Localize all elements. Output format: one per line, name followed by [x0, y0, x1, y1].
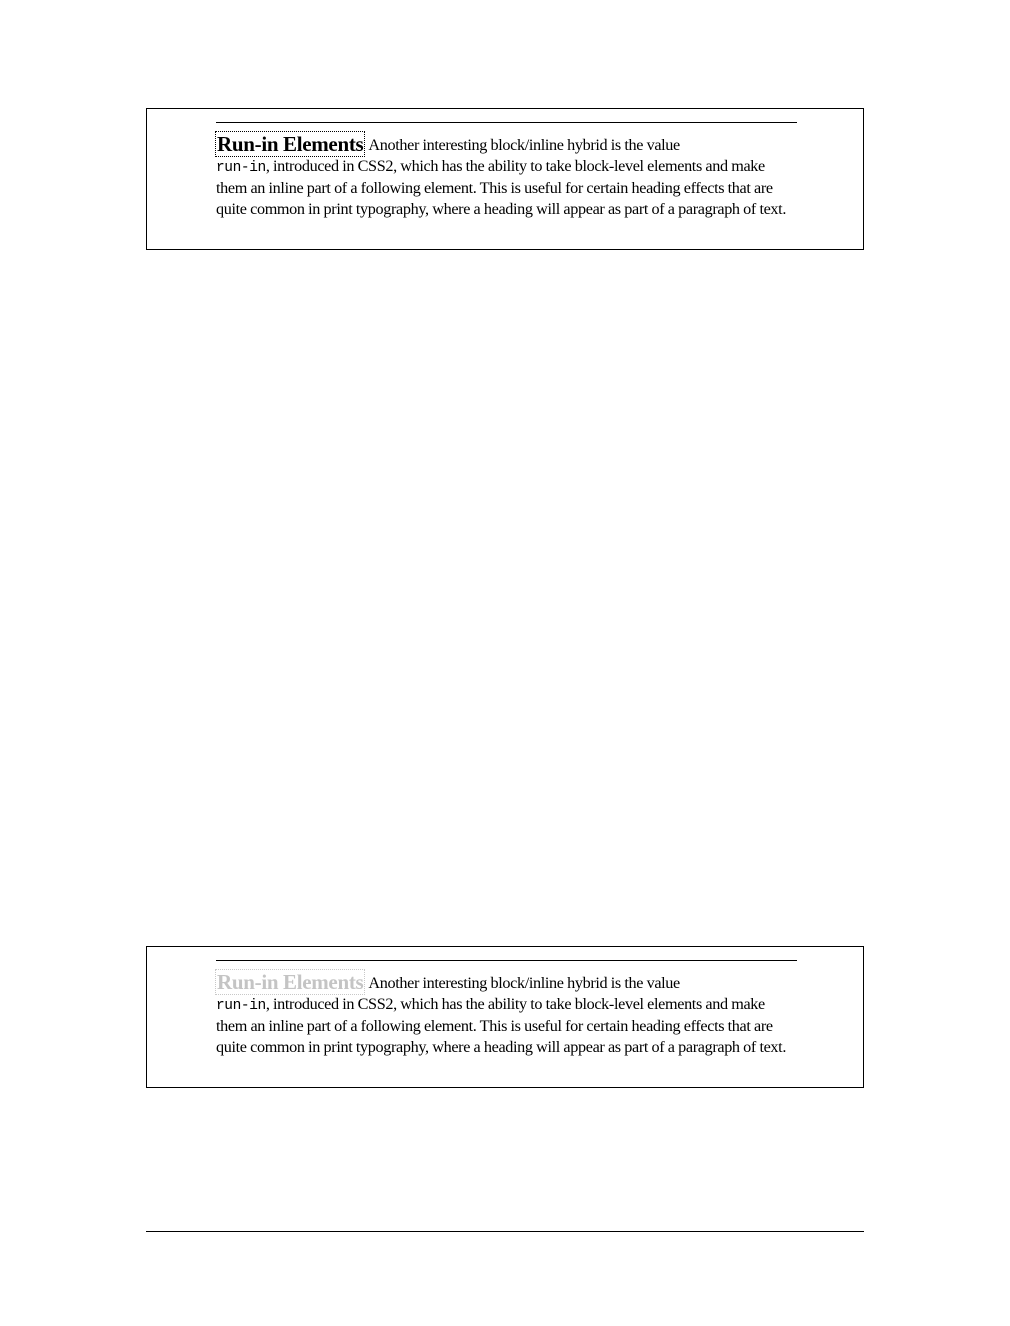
- figure-top-rule: [216, 960, 797, 961]
- run-in-heading[interactable]: Run-in Elements: [217, 970, 364, 994]
- paragraph-text-after-code: , introduced in CSS2, which has the ability to take block-level elements and make them an inline part of a following element. This is useful for certain heading effects that are quite common in print typography, where a heading will appear as part of a paragraph of text.: [216, 156, 787, 218]
- figure-top-rule: [216, 122, 797, 123]
- inline-code-run-in: run-in: [216, 997, 266, 1014]
- paragraph-text-before-code: Another interesting block/inline hybrid is the value: [368, 974, 680, 992]
- figure-run-in-faded: [146, 946, 864, 1088]
- figure-paragraph: [216, 134, 791, 219]
- run-in-heading[interactable]: Run-in Elements: [217, 132, 364, 156]
- page-footer-rule: [146, 1231, 864, 1232]
- figure-paragraph: [216, 972, 791, 1057]
- inline-code-run-in: run-in: [216, 159, 266, 176]
- figure-run-in-focused: [146, 108, 864, 250]
- paragraph-text-after-code: , introduced in CSS2, which has the ability to take block-level elements and make them an inline part of a following element. This is useful for certain heading effects that are quite common in print typography, where a heading will appear as part of a paragraph of text.: [216, 994, 787, 1056]
- paragraph-text-before-code: Another interesting block/inline hybrid is the value: [368, 136, 680, 154]
